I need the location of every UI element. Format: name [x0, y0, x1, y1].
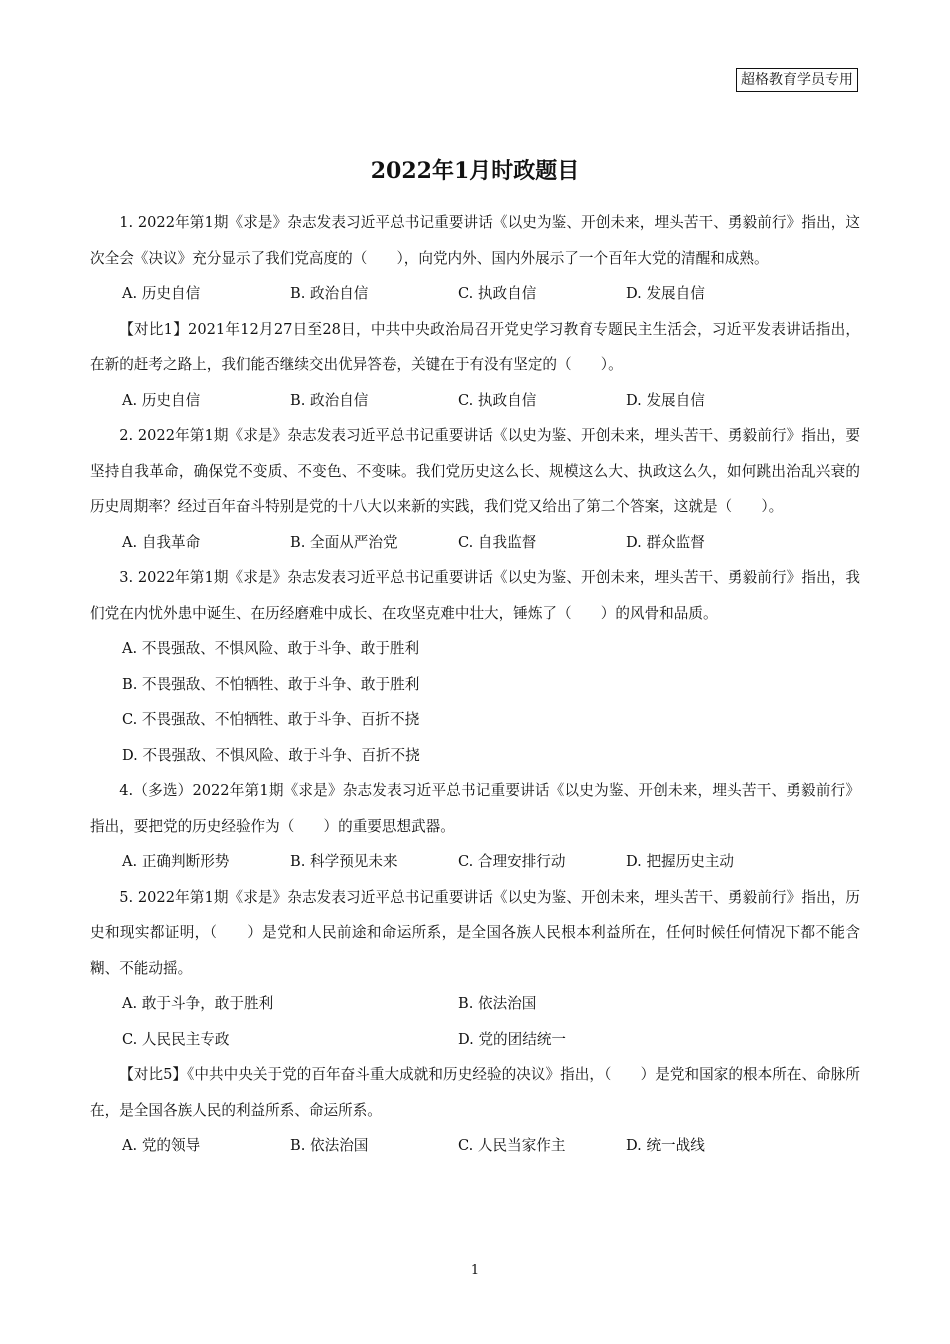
- option-b: B. 科学预见未来: [290, 853, 398, 870]
- option-c: C. 人民民主专政: [122, 1030, 230, 1048]
- option-b: B. 依法治国: [290, 1137, 369, 1154]
- question-1-text: 1. 2022年第1期《求是》杂志发表习近平总书记重要讲话《以史为鉴、开创未来，埋头苦干、勇毅前行》指出，这次全会《决议》充分显示了我们党高度的（ ），向党内外、国内外展示了一个百年大党的清醒和成熟。: [90, 214, 860, 267]
- option-d: D. 发展自信: [626, 285, 705, 302]
- comparison-1-options: [90, 383, 860, 419]
- question-1-options: [90, 276, 860, 312]
- option-d: D. 党的团结统一: [458, 1030, 567, 1048]
- question-list: [90, 205, 860, 1164]
- page-title: 2022年1月时政题目: [370, 158, 580, 184]
- question-4-options: [90, 844, 860, 880]
- option-a: A. 正确判断形势: [122, 853, 230, 870]
- option-c: C. 执政自信: [458, 391, 537, 409]
- option-a: A. 敢于斗争，敢于胜利: [122, 995, 274, 1012]
- option-a: A. 不畏强敌、不惧风险、敢于斗争、敢于胜利: [122, 640, 420, 657]
- question-5-options-row-1: [90, 986, 860, 1022]
- option-d: D. 把握历史主动: [626, 853, 735, 870]
- comparison-5-options: [90, 1128, 860, 1164]
- question-2-text: 2. 2022年第1期《求是》杂志发表习近平总书记重要讲话《以史为鉴、开创未来，埋头苦干、勇毅前行》指出，要坚持自我革命，确保党不变质、不变色、不变味。我们党历史这么长、规模这么大、执政这么久，如何跳出治乱兴衰的历史周期率？经过百年奋斗特别是党的十八大以来新的实践，我们党又给出了第二个答案，这就是（ ）。: [90, 427, 860, 515]
- option-a: A. 党的领导: [122, 1137, 201, 1154]
- question-5-options-row-2: [90, 1022, 860, 1058]
- option-b: B. 政治自信: [290, 391, 369, 409]
- option-c: C. 人民当家作主: [458, 1137, 566, 1154]
- option-d: D. 统一战线: [626, 1137, 705, 1154]
- page-number: 1: [470, 1263, 480, 1278]
- question-3-text: 3. 2022年第1期《求是》杂志发表习近平总书记重要讲话《以史为鉴、开创未来，埋头苦干、勇毅前行》指出，我们党在内忧外患中诞生、在历经磨难中成长、在攻坚克难中壮大，锤炼了（ ）的风骨和品质。: [90, 569, 860, 622]
- comparison-1-text: 【对比1】2021年12月27日至28日，中共中央政治局召开党史学习教育专题民主生活会，习近平发表讲话指出，在新的赶考之路上，我们能否继续交出优异答卷，关键在于有没有坚定的（ ）。: [90, 320, 860, 373]
- option-b: B. 不畏强敌、不怕牺牲、敢于斗争、敢于胜利: [122, 675, 420, 693]
- option-b: B. 政治自信: [290, 285, 369, 302]
- option-c: C. 自我监督: [458, 533, 537, 551]
- option-a: A. 历史自信: [122, 391, 201, 409]
- header-tag: 超格教育学员专用: [736, 68, 858, 92]
- comparison-5-text: 【对比5】《中共中央关于党的百年奋斗重大成就和历史经验的决议》指出，（ ）是党和国家的根本所在、命脉所在，是全国各族人民的利益所系、命运所系。: [90, 1066, 860, 1119]
- question-2-options: [90, 525, 860, 561]
- option-d: D. 不畏强敌、不惧风险、敢于斗争、百折不挠: [122, 746, 420, 764]
- question-5-text: 5. 2022年第1期《求是》杂志发表习近平总书记重要讲话《以史为鉴、开创未来，埋头苦干、勇毅前行》指出，历史和现实都证明，（ ）是党和人民前途和命运所系，是全国各族人民根本利益所在，任何时候任何情况下都不能含糊、不能动摇。: [90, 888, 860, 977]
- question-4-text: 4.（多选）2022年第1期《求是》杂志发表习近平总书记重要讲话《以史为鉴、开创未来，埋头苦干、勇毅前行》指出，要把党的历史经验作为（ ）的重要思想武器。: [90, 782, 860, 835]
- option-b: B. 全面从严治党: [290, 533, 398, 551]
- option-c: C. 执政自信: [458, 285, 537, 302]
- option-d: D. 发展自信: [626, 391, 705, 409]
- option-a: A. 历史自信: [122, 285, 201, 302]
- option-c: C. 合理安排行动: [458, 853, 566, 870]
- option-c: C. 不畏强敌、不怕牺牲、敢于斗争、百折不挠: [122, 711, 420, 728]
- option-d: D. 群众监督: [626, 533, 705, 551]
- option-b: B. 依法治国: [458, 995, 537, 1012]
- option-a: A. 自我革命: [122, 533, 201, 551]
